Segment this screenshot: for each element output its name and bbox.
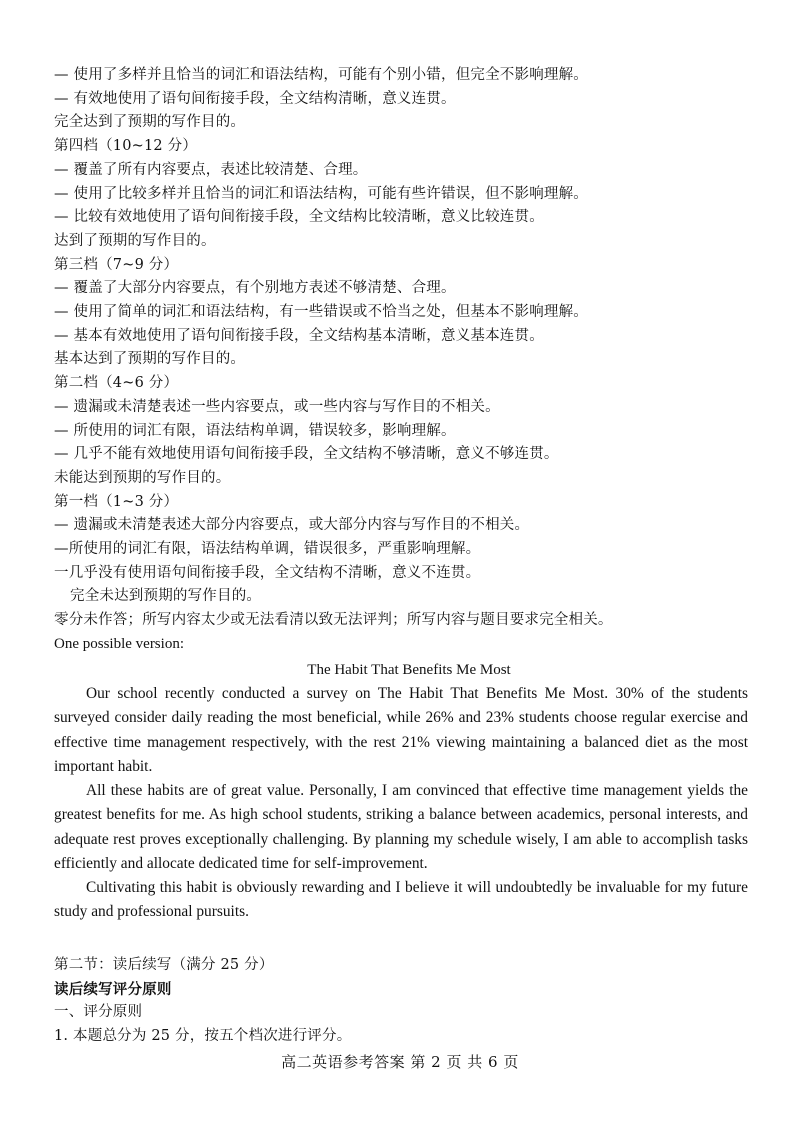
criteria-line: 零分未作答；所写内容太少或无法看清以致无法评判；所写内容与题目要求完全相关。 [54, 612, 613, 629]
page-footer: 高二英语参考答案 第 2 页 共 6 页 [281, 1053, 519, 1071]
criteria-line: 基本达到了预期的写作目的。 [54, 351, 246, 368]
criteria-line: — 基本有效地使用了语句间衔接手段，全文结构基本清晰，意义基本连贯。 [54, 327, 544, 344]
criteria-line: — 所使用的词汇有限，语法结构单调，错误较多，影响理解。 [54, 422, 456, 439]
criteria-line: 达到了预期的写作目的。 [54, 232, 216, 249]
criteria-line: 未能达到预期的写作目的。 [54, 469, 231, 486]
band-heading: 第四档（10~12 分） [54, 138, 198, 155]
section-heading: 第二节：读后续写（满分 25 分） [54, 957, 274, 973]
essay-paragraph: Our school recently conducted a survey on The Habit That Benefits Me Most. 30% of the students surveyed consider daily reading the most beneficial, while 26% and 23% students choose regular exercise and effective time management respectively, with the rest 21% viewing maintaining a balanced diet as the most important habit. [54, 685, 748, 775]
criteria-line: — 几乎不能有效地使用语句间衔接手段，全文结构不够清晰，意义不够连贯。 [54, 446, 559, 463]
section-item: 1. 本题总分为 25 分，按五个档次进行评分。 [54, 1028, 352, 1045]
criteria-line: — 覆盖了所有内容要点，表述比较清楚、合理。 [54, 161, 368, 178]
criteria-line: — 使用了比较多样并且恰当的词汇和语法结构，可能有些许错误，但不影响理解。 [54, 185, 589, 202]
essay-paragraph: All these habits are of great value. Personally, I am convinced that effective time management yields the greatest benefits for me. As high school students, striking a balance between academics, personal interests, and adequate rest proves exceptionally challenging. By planning my schedule wisely, I am able to accomplish tasks efficiently and allocate dedicated time for self-improvement. [54, 782, 748, 872]
section-two [54, 954, 754, 1049]
section-item: 一、评分原则 [54, 1004, 143, 1021]
criteria-line: —所使用的词汇有限，语法结构单调，错误很多，严重影响理解。 [54, 541, 481, 558]
criteria-line: — 使用了多样并且恰当的词汇和语法结构，可能有个别小错，但完全不影响理解。 [54, 67, 589, 83]
section-subheading: 读后续写评分原则 [54, 980, 172, 998]
essay-title: The Habit That Benefits Me Most [307, 661, 511, 678]
criteria-line: 一几乎没有使用语句间衔接手段，全文结构不清晰，意义不连贯。 [54, 564, 481, 581]
criteria-line: 完全未达到预期的写作目的。 [70, 588, 262, 605]
criteria-line: — 遗漏或未清楚表述一些内容要点，或一些内容与写作目的不相关。 [54, 398, 500, 415]
criteria-line: — 使用了简单的词汇和语法结构，有一些错误或不恰当之处，但基本不影响理解。 [54, 304, 589, 321]
band-heading: 第三档（7~9 分） [54, 256, 179, 273]
criteria-line: — 比较有效地使用了语句间衔接手段，全文结构比较清晰，意义比较连贯。 [54, 209, 544, 226]
criteria-line: — 有效地使用了语句间衔接手段，全文结构清晰，意义连贯。 [54, 90, 456, 107]
grading-criteria [54, 64, 754, 924]
band-heading: 第二档（4~6 分） [54, 375, 179, 392]
essay-paragraph: Cultivating this habit is obviously rewarding and I believe it will undoubtedly be invaluable for my future study and professional pursuits. [54, 878, 748, 921]
criteria-line: — 覆盖了大部分内容要点，有个别地方表述不够清楚、合理。 [54, 280, 456, 297]
criteria-line: — 遗漏或未清楚表述大部分内容要点，或大部分内容与写作目的不相关。 [54, 517, 530, 534]
sample-label: One possible version: [54, 635, 184, 652]
band-heading: 第一档（1~3 分） [54, 493, 179, 510]
criteria-line: 完全达到了预期的写作目的。 [54, 114, 246, 131]
